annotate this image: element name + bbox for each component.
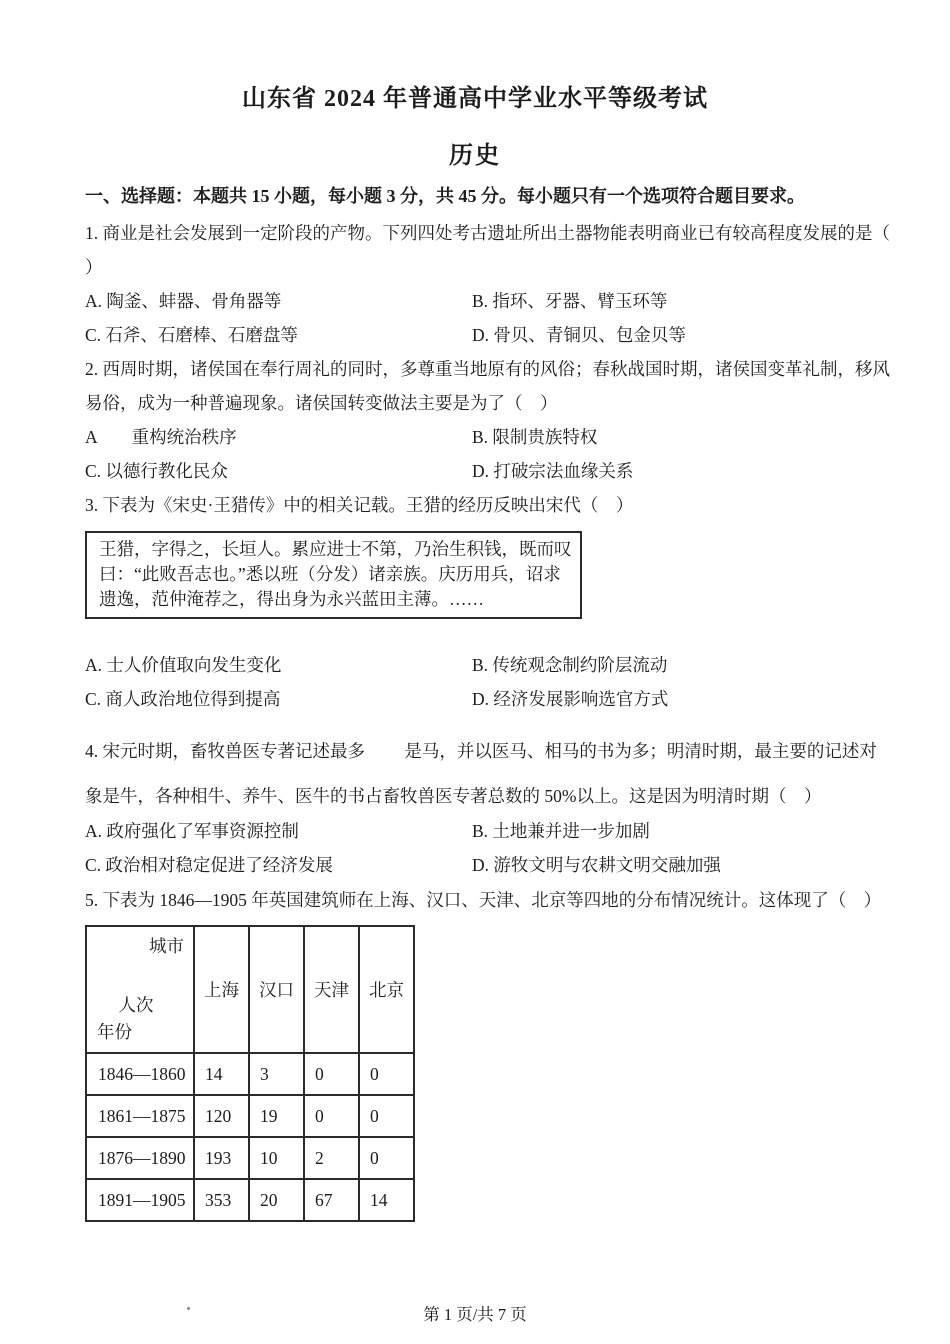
question-3-option-c: C. 商人政治地位得到提高 [85, 689, 281, 709]
period-cell: 1876—1890 [86, 1137, 194, 1179]
question-2-option-d: D. 打破宗法血缘关系 [472, 461, 634, 481]
question-4-stem-line-1: 4. 宋元时期，畜牧兽医专著记述最多 是马，并以医马、相马的书为多；明清时期，最主要的记述对 [85, 741, 877, 761]
question-2-option-a: A 重构统治秩序 [85, 427, 237, 447]
question-1-options-row-1 [85, 284, 897, 318]
value-cell: 14 [194, 1053, 249, 1095]
question-3-option-d: D. 经济发展影响选官方式 [472, 689, 669, 709]
value-cell: 193 [194, 1137, 249, 1179]
question-3-option-a: A. 士人价值取向发生变化 [85, 655, 282, 675]
exam-title: 山东省 2024 年普通高中学业水平等级考试 [242, 86, 708, 112]
passage-line-3: 遗逸，范仲淹荐之，得出身为永兴蓝田主薄。…… [99, 589, 484, 609]
table-row [86, 1179, 414, 1221]
period-cell: 1891—1905 [86, 1179, 194, 1221]
page-number-footer: 第 1 页/共 7 页 [423, 1305, 527, 1324]
value-cell: 14 [359, 1179, 414, 1221]
question-3-option-b: B. 传统观念制约阶层流动 [472, 655, 668, 675]
question-4-option-c: C. 政治相对稳定促进了经济发展 [85, 855, 333, 875]
question-4 [85, 734, 897, 882]
value-cell: 10 [249, 1137, 304, 1179]
question-2-options-row-1 [85, 420, 897, 454]
period-cell: 1861—1875 [86, 1095, 194, 1137]
column-header-tianjin: 天津 [304, 926, 359, 1053]
value-cell: 120 [194, 1095, 249, 1137]
column-header-hankou: 汉口 [249, 926, 304, 1053]
table-header-row [86, 926, 414, 1053]
table-row [86, 1053, 414, 1095]
question-2-option-b: B. 限制贵族特权 [472, 427, 598, 447]
exam-subject: 历史 [449, 143, 501, 169]
question-1-option-d: D. 骨贝、青铜贝、包金贝等 [472, 325, 686, 345]
question-5 [85, 883, 897, 1222]
question-4-options-row-2 [85, 848, 897, 882]
question-1-options-row-2 [85, 318, 897, 352]
question-4-option-b: B. 土地兼并进一步加剧 [472, 821, 650, 841]
section-heading: 一、选择题：本题共 15 小题，每小题 3 分，共 45 分。每小题只有一个选项符合题目要求。 [85, 186, 805, 206]
question-1-stem-line-1: 1. 商业是社会发展到一定阶段的产物。下列四处考古遗址所出土器物能表明商业已有较高程度发展的是（ [85, 223, 890, 243]
corner-city-label: 城市 [149, 936, 184, 956]
question-4-option-a: A. 政府强化了军事资源控制 [85, 821, 299, 841]
table-row [86, 1137, 414, 1179]
question-3-options-row-1 [85, 648, 897, 682]
value-cell: 2 [304, 1137, 359, 1179]
question-5-stem: 5. 下表为 1846—1905 年英国建筑师在上海、汉口、天津、北京等四地的分布情况统计。这体现了（ ） [85, 890, 882, 910]
question-2 [85, 352, 897, 488]
question-2-options-row-2 [85, 454, 897, 488]
corner-count-label: 人次 [118, 995, 154, 1015]
value-cell: 0 [359, 1095, 414, 1137]
value-cell: 0 [304, 1053, 359, 1095]
question-2-option-c: C. 以德行教化民众 [85, 461, 228, 481]
question-2-stem-line-1: 2. 西周时期，诸侯国在奉行周礼的同时，多尊重当地原有的风俗；春秋战国时期，诸侯国变革礼制，移风 [85, 359, 890, 379]
value-cell: 3 [249, 1053, 304, 1095]
value-cell: 353 [194, 1179, 249, 1221]
exam-body [85, 180, 897, 1222]
value-cell: 0 [359, 1137, 414, 1179]
question-1-stem-line-2: ） [85, 257, 103, 277]
value-cell: 0 [304, 1095, 359, 1137]
question-3-options-row-2 [85, 682, 897, 716]
architects-distribution-table [85, 925, 415, 1222]
column-header-beijing: 北京 [359, 926, 414, 1053]
passage-line-1: 王猎，字得之，长垣人。累应进士不第，乃治生积钱，既而叹 [99, 539, 572, 559]
question-4-stem-line-2: 象是牛，各种相牛、养牛、医牛的书占畜牧兽医专著总数的 50%以上。这是因为明清时期（ ） [85, 786, 822, 806]
table-corner-cell [86, 926, 194, 1053]
question-1-option-c: C. 石斧、石磨棒、石磨盘等 [85, 325, 298, 345]
question-1-option-a: A. 陶釜、蚌器、骨角器等 [85, 291, 282, 311]
question-4-options-row-1 [85, 814, 897, 848]
passage-line-2: 曰：“此败吾志也。”悉以班（分发）诸亲族。庆历用兵，诏求 [99, 564, 561, 584]
question-3 [85, 488, 897, 716]
question-4-option-d: D. 游牧文明与农耕文明交融加强 [472, 855, 721, 875]
question-3-passage-box [85, 531, 582, 619]
question-3-stem: 3. 下表为《宋史·王猎传》中的相关记载。王猎的经历反映出宋代（ ） [85, 495, 634, 515]
value-cell: 20 [249, 1179, 304, 1221]
question-2-stem-line-2: 易俗，成为一种普遍现象。诸侯国转变做法主要是为了（ ） [85, 393, 558, 413]
period-cell: 1846—1860 [86, 1053, 194, 1095]
value-cell: 19 [249, 1095, 304, 1137]
value-cell: 67 [304, 1179, 359, 1221]
question-1 [85, 216, 897, 352]
table-row [86, 1095, 414, 1137]
column-header-shanghai: 上海 [194, 926, 249, 1053]
value-cell: 0 [359, 1053, 414, 1095]
question-1-option-b: B. 指环、牙器、臂玉环等 [472, 291, 668, 311]
corner-year-label: 年份 [97, 1022, 132, 1042]
